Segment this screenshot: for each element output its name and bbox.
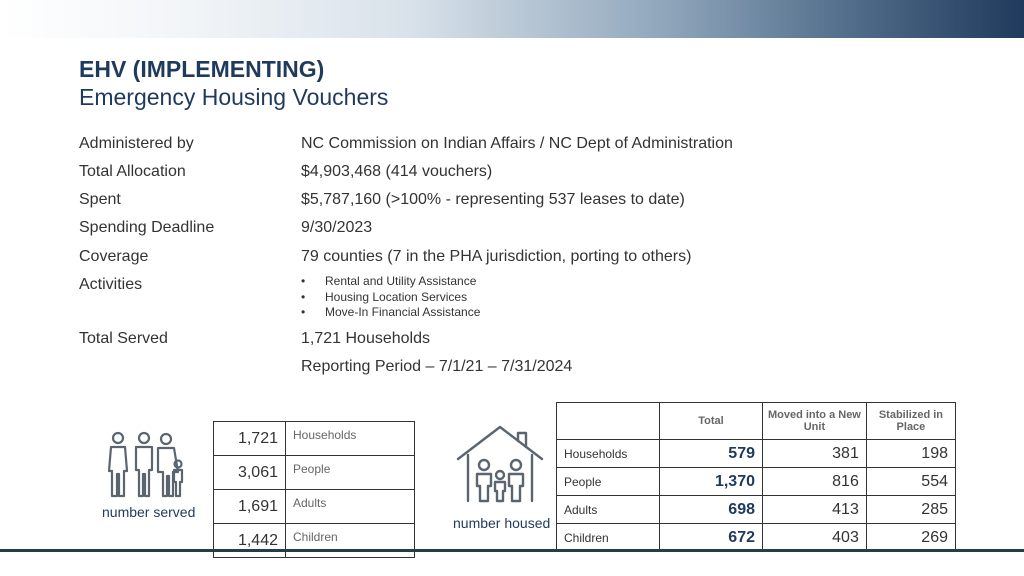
table-row xyxy=(214,524,415,558)
coverage-label: Coverage xyxy=(79,248,149,265)
administered-by-label: Administered by xyxy=(79,135,194,152)
table-row xyxy=(557,440,956,468)
total-allocation-label: Total Allocation xyxy=(79,163,186,180)
total-served-label: Total Served xyxy=(79,330,168,347)
page-title: EHV (IMPLEMENTING) xyxy=(79,56,325,82)
total-allocation-value: $4,903,468 (414 vouchers) xyxy=(301,163,493,180)
served-table xyxy=(213,421,415,558)
number-served-caption: number served xyxy=(102,504,196,520)
activities-list xyxy=(301,274,480,321)
coverage-value: 79 counties (7 in the PHA jurisdiction, porting to others) xyxy=(301,248,692,265)
total-served-value: 1,721 Households xyxy=(301,330,430,347)
stabilized-cell: 285 xyxy=(866,496,955,524)
moved-cell: 413 xyxy=(763,496,867,524)
header-total: Total xyxy=(660,403,763,440)
table-row xyxy=(557,524,956,552)
activity-item: • Housing Location Services xyxy=(301,290,480,306)
table-row xyxy=(214,422,415,456)
reporting-period: Reporting Period – 7/1/21 – 7/31/2024 xyxy=(301,358,573,375)
house-family-icon xyxy=(454,423,546,511)
served-label: Households xyxy=(286,422,415,456)
bottom-rule xyxy=(0,549,1024,552)
header-cell xyxy=(557,403,660,440)
spending-deadline-label: Spending Deadline xyxy=(79,219,215,236)
row-label: Households xyxy=(557,440,660,468)
number-housed-caption: number housed xyxy=(453,515,551,531)
spent-value: $5,787,160 (>100% - representing 537 leases to date) xyxy=(301,191,685,208)
total-cell: 698 xyxy=(660,496,763,524)
activity-item: • Rental and Utility Assistance xyxy=(301,274,480,290)
served-value: 1,442 xyxy=(214,524,286,558)
table-row xyxy=(214,456,415,490)
total-cell: 1,370 xyxy=(660,468,763,496)
row-label: People xyxy=(557,468,660,496)
served-value: 3,061 xyxy=(214,456,286,490)
table-row xyxy=(557,496,956,524)
top-banner xyxy=(0,0,1024,38)
table-row xyxy=(214,490,415,524)
stabilized-cell: 269 xyxy=(866,524,955,552)
table-header-row xyxy=(557,403,956,440)
total-cell: 672 xyxy=(660,524,763,552)
administered-by-value: NC Commission on Indian Affairs / NC Dept of Administration xyxy=(301,135,733,152)
spent-label: Spent xyxy=(79,191,121,208)
moved-cell: 816 xyxy=(763,468,867,496)
family-people-icon xyxy=(100,430,186,500)
row-label: Children xyxy=(557,524,660,552)
served-value: 1,691 xyxy=(214,490,286,524)
served-value: 1,721 xyxy=(214,422,286,456)
moved-cell: 403 xyxy=(763,524,867,552)
stabilized-cell: 554 xyxy=(866,468,955,496)
moved-cell: 381 xyxy=(763,440,867,468)
spending-deadline-value: 9/30/2023 xyxy=(301,219,373,236)
header-moved: Moved into a New Unit xyxy=(763,403,867,440)
stabilized-cell: 198 xyxy=(866,440,955,468)
table-row xyxy=(557,468,956,496)
header-stabilized: Stabilized in Place xyxy=(866,403,955,440)
page-subtitle: Emergency Housing Vouchers xyxy=(79,84,389,110)
served-label: Adults xyxy=(286,490,415,524)
activity-item: • Move-In Financial Assistance xyxy=(301,305,480,321)
row-label: Adults xyxy=(557,496,660,524)
served-label: Children xyxy=(286,524,415,558)
served-label: People xyxy=(286,456,415,490)
housed-table xyxy=(556,402,956,552)
activities-label: Activities xyxy=(79,276,143,293)
total-cell: 579 xyxy=(660,440,763,468)
